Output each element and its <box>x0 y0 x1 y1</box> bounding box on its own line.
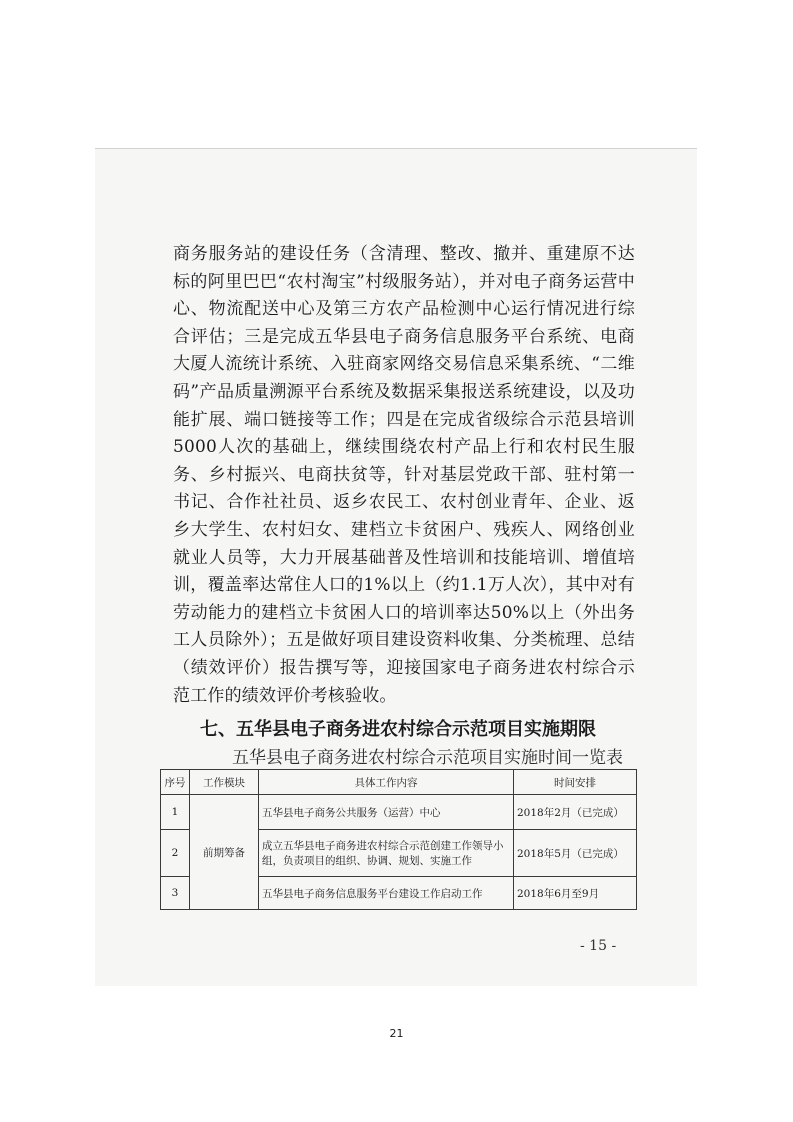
header-no: 序号 <box>161 770 190 795</box>
table-title: 五华县电子商务进农村综合示范项目实施时间一览表 <box>232 748 623 768</box>
row-no: 3 <box>161 877 190 910</box>
schedule-table <box>160 769 637 910</box>
scan-edge-line <box>95 148 697 149</box>
row-time: 2018年2月（已完成） <box>514 795 637 830</box>
section-heading: 七、五华县电子商务进农村综合示范项目实施期限 <box>200 719 596 740</box>
header-module: 工作模块 <box>190 770 259 795</box>
header-time: 时间安排 <box>514 770 637 795</box>
row-content: 五华县电子商务公共服务（运营）中心 <box>259 795 514 830</box>
row-no: 1 <box>161 795 190 830</box>
row-module: 前期筹备 <box>190 795 259 910</box>
table-row <box>161 795 637 830</box>
row-time: 2018年6月至9月 <box>514 877 637 910</box>
row-no: 2 <box>161 830 190 877</box>
row-time: 2018年5月（已完成） <box>514 830 637 877</box>
table-header-row <box>161 770 637 795</box>
body-paragraph: 商务服务站的建设任务（含清理、整改、撤并、重建原不达标的阿里巴巴“农村淘宝”村级服务站），并对电子商务运营中心、物流配送中心及第三方农产品检测中心运行情况进行综合评估；三是完成五华县电子商务信息服务平台系统、电商大厦人流统计系统、入驻商家网络交易信息采集系统、“二维码”产品质量溯源平台系统及数据采集报送系统建设，以及功能扩展、端口链接等工作；四是在完成省级综合示范县培训5000人次的基础上，继续围绕农村产品上行和农村民生服务、乡村振兴、电商扶贫等，针对基层党政干部、驻村第一书记、合作社社员、返乡农民工、农村创业青年、企业、返乡大学生、农村妇女、建档立卡贫困户、残疾人、网络创业就业人员等，大力开展基础普及性培训和技能培训、增值培训，覆盖率达常住人口的1%以上（约1.1万人次），其中对有劳动能力的建档立卡贫困人口的培训率达50%以上（外出务工人员除外）；五是做好项目建设资料收集、分类梳理、总结（绩效评价）报告撰写等，迎接国家电子商务进农村综合示范工作的绩效评价考核验收。 <box>173 244 635 706</box>
header-content: 具体工作内容 <box>259 770 514 795</box>
row-content: 五华县电子商务信息服务平台建设工作启动工作 <box>259 877 514 910</box>
page-number: - 15 - <box>580 938 617 954</box>
row-content: 成立五华县电子商务进农村综合示范创建工作领导小组，负责项目的组织、协调、规划、实施工作 <box>259 830 514 877</box>
footer-page-number: 21 <box>389 1027 404 1040</box>
